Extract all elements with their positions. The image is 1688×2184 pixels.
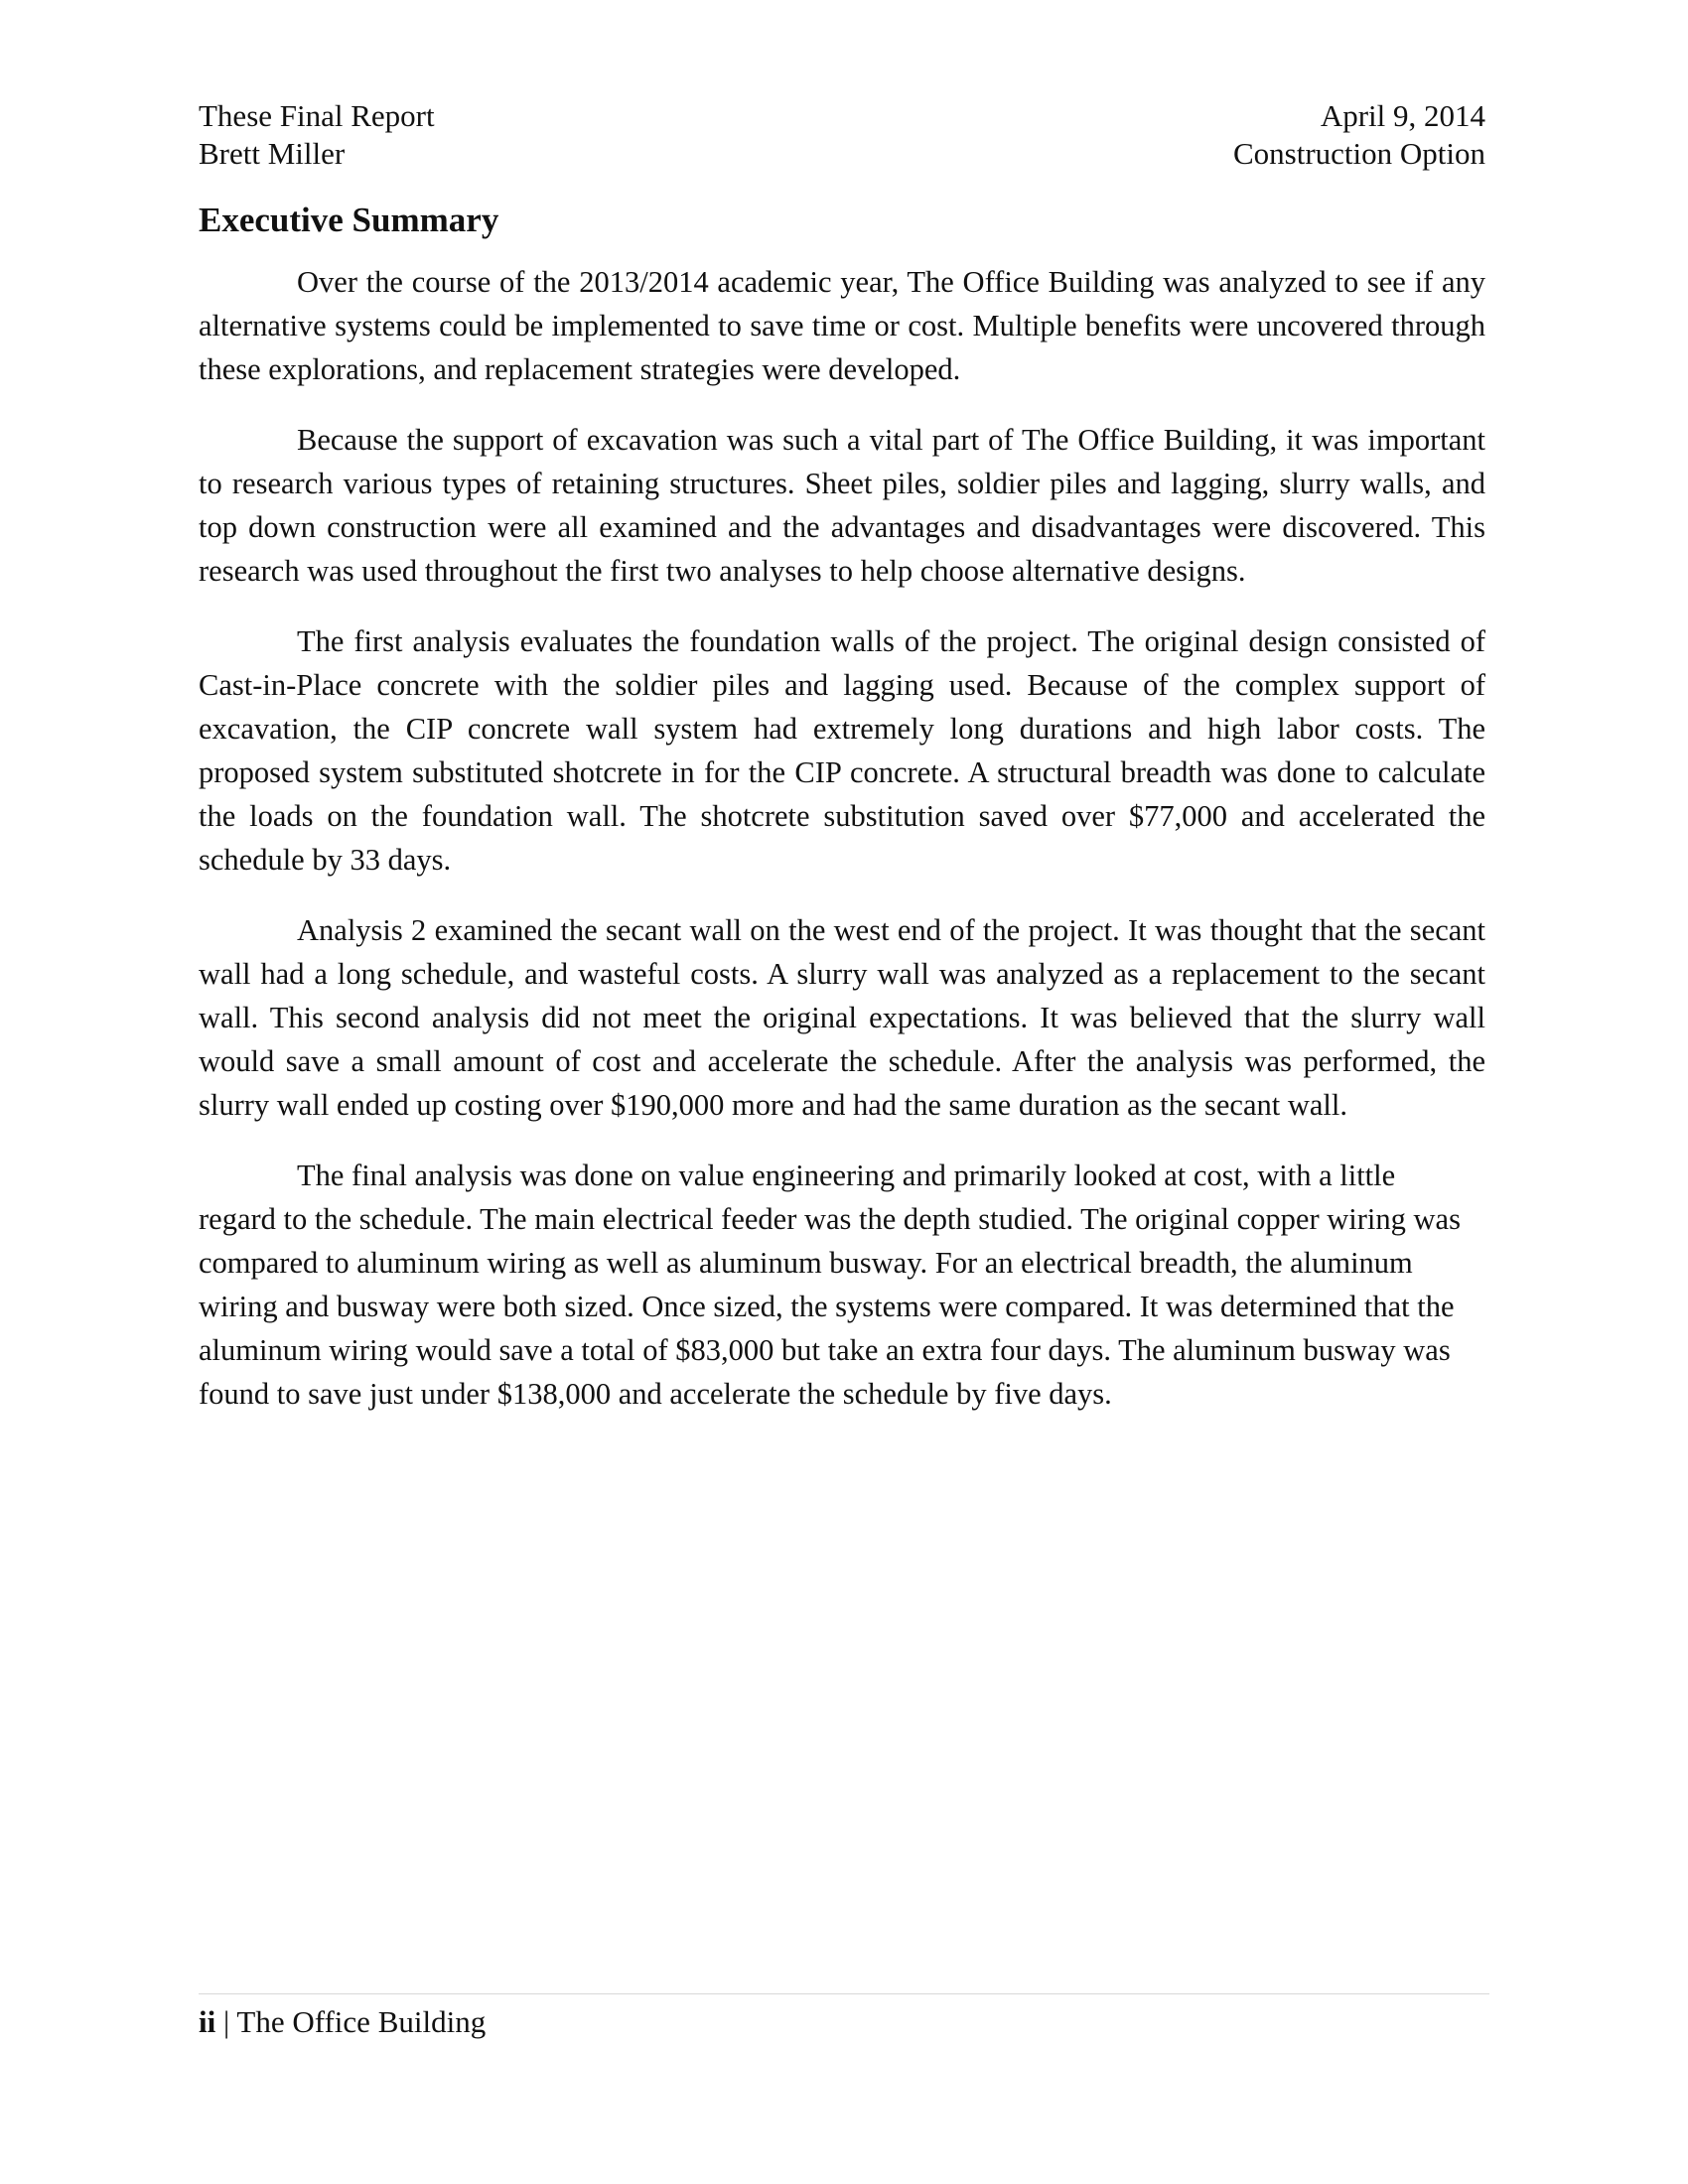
footer-building-name: The Office Building [236,2004,487,2039]
report-title: These Final Report [199,98,435,133]
summary-body [199,260,1485,1442]
report-option: Construction Option [1232,136,1485,171]
footer-separator: | [215,2004,237,2039]
footer-divider [199,1993,1489,1994]
section-title: Executive Summary [199,201,499,239]
paragraph-analysis-3: The final analysis was done on value engineering and primarily looked at cost, with a little regard to the schedule. The main electrical feeder was the depth studied. The original copper wiring was compared to aluminum wiring as well as aluminum busway. For an electrical breadth, the aluminum wiring and busway were both sized. Once sized, the systems were compared. It was determined that the aluminum wiring would save a total of $83,000 but take an extra four days. The aluminum busway was found to save just under $138,000 and accelerate the schedule by five days. [199,1159,1461,1411]
paragraph-overview: Over the course of the 2013/2014 academic year, The Office Building was analyzed to see if any alternative systems could be implemented to save time or cost. Multiple benefits were uncovered through these explorations, and replacement strategies were developed. [199,265,1485,386]
header-row-1 [199,97,1485,135]
paragraph-support-of-excavation: Because the support of excavation was such a vital part of The Office Building, it was important to research various types of retaining structures. Sheet piles, soldier piles and lagging, slurry walls, and top down construction were all examined and the advantages and disadvantages were discovered. This research was used throughout the first two analyses to help choose alternative designs. [199,423,1485,588]
paragraph-analysis-2: Analysis 2 examined the secant wall on the west end of the project. It was thought that the secant wall had a long schedule, and wasteful costs. A slurry wall was analyzed as a replacement to the secant wall. This second analysis did not meet the original expectations. It was believed that the slurry wall would save a small amount of cost and accelerate the schedule. After the analysis was performed, the slurry wall ended up costing over $190,000 more and had the same duration as the secant wall. [199,913,1485,1122]
header-row-2 [199,135,1485,173]
author-name: Brett Miller [199,136,346,171]
paragraph-analysis-1: The first analysis evaluates the foundation walls of the project. The original design consisted of Cast-in-Place concrete with the soldier piles and lagging used. Because of the complex support of excavation, the CIP concrete wall system had extremely long durations and high labor costs. The proposed system substituted shotcrete in for the CIP concrete. A structural breadth was done to calculate the loads on the foundation wall. The shotcrete substitution saved over $77,000 and accelerated the schedule by 33 days. [199,624,1485,877]
page-footer [199,2003,486,2041]
report-date: April 9, 2014 [1320,98,1485,133]
page-header [199,97,1485,173]
page-number: ii [199,2004,216,2039]
